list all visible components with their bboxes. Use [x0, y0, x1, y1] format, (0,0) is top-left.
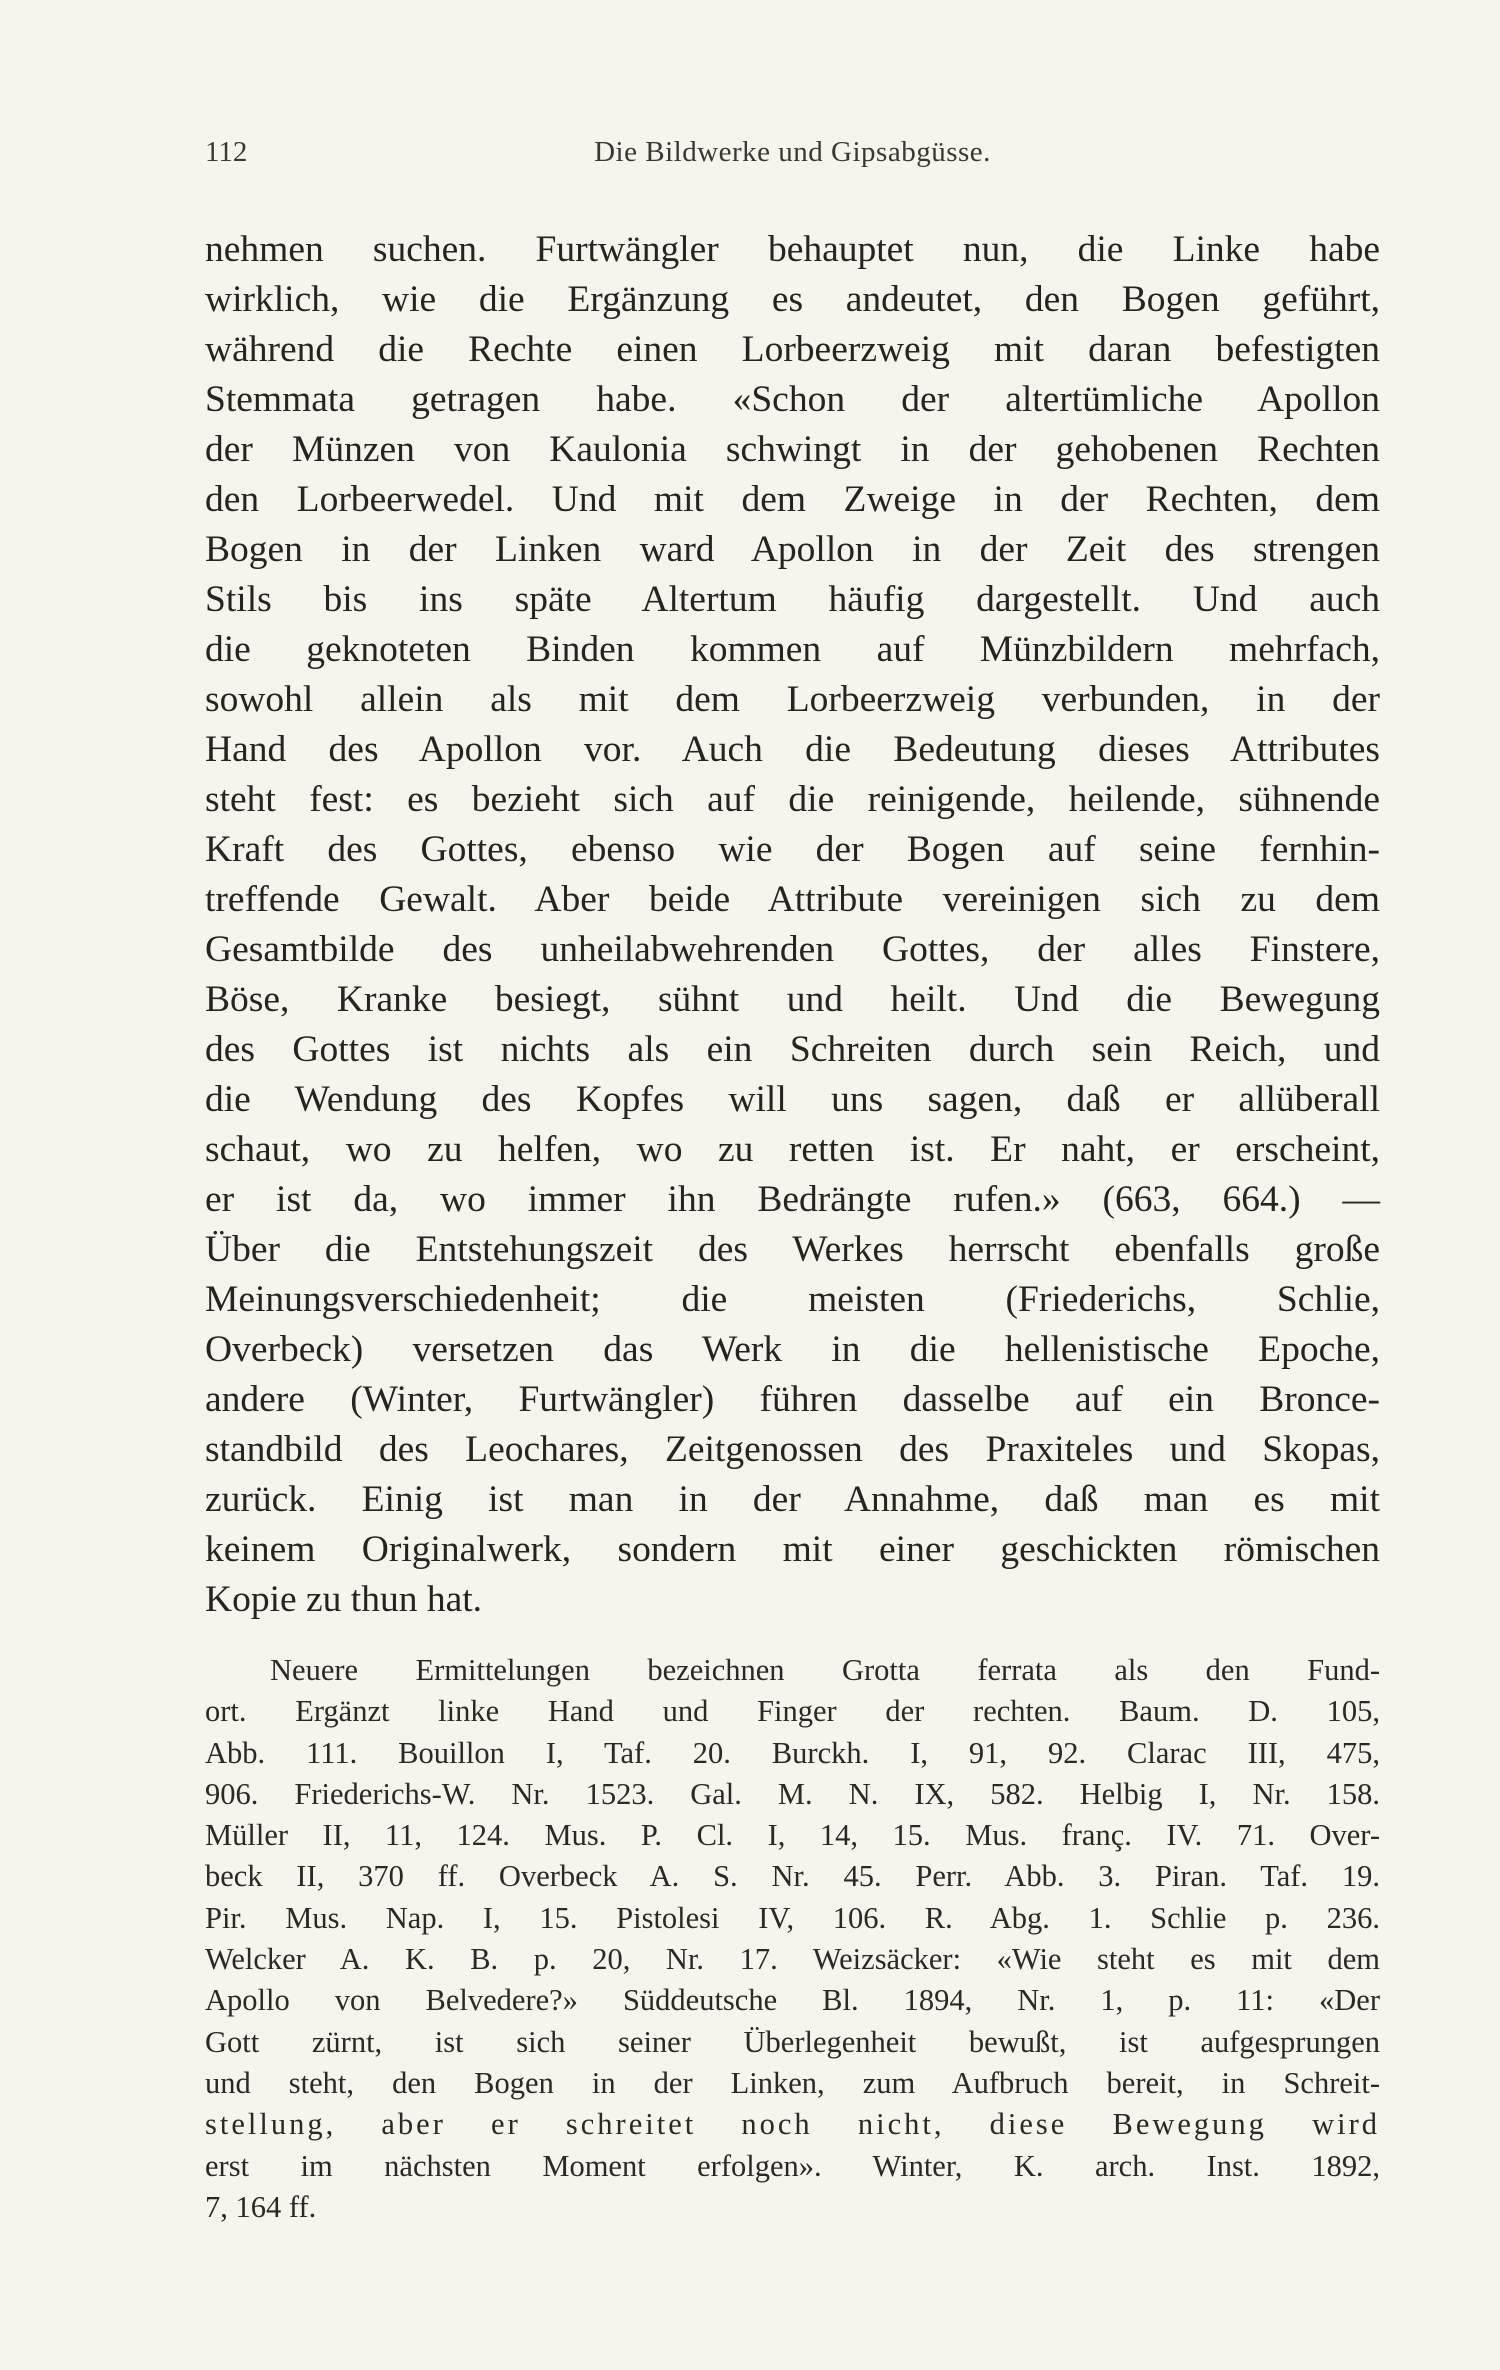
page-number: 112 — [205, 136, 248, 168]
main-text-block — [205, 225, 1380, 1625]
text-line: die Wendung des Kopfes will uns sagen, daß er allüberall — [205, 1079, 1380, 1120]
text-line: nehmen suchen. Furtwängler behauptet nun, die Linke habe — [205, 229, 1380, 270]
footnote-line: Pir. Mus. Nap. I, 15. Pistolesi IV, 106. R. Abg. 1. Schlie p. 236. — [205, 1900, 1380, 1935]
text-line: Böse, Kranke besiegt, sühnt und heilt. Und die Bewegung — [205, 979, 1380, 1020]
footnote-line: 906. Friederichs-W. Nr. 1523. Gal. M. N. IX, 582. Helbig I, Nr. 158. — [205, 1776, 1380, 1811]
footnote-line: stellung, aber er schreitet noch nicht, diese Bewegung wird — [205, 2107, 1380, 2142]
text-line: er ist da, wo immer ihn Bedrängte rufen.» (663, 664.) — — [205, 1179, 1380, 1220]
footnote-line: Gott zürnt, ist sich seiner Überlegenheit bewußt, ist aufgesprungen — [205, 2024, 1380, 2059]
text-line: Overbeck) versetzen das Werk in die hellenistische Epoche, — [205, 1329, 1380, 1370]
text-line: steht fest: es bezieht sich auf die reinigende, heilende, sühnende — [205, 779, 1380, 820]
text-line: Stils bis ins späte Altertum häufig dargestellt. Und auch — [205, 579, 1380, 620]
footnote-block — [205, 1650, 1380, 2228]
text-line: der Münzen von Kaulonia schwingt in der gehobenen Rechten — [205, 429, 1380, 470]
text-line: Stemmata getragen habe. «Schon der altertümliche Apollon — [205, 379, 1380, 420]
footnote-line: und steht, den Bogen in der Linken, zum Aufbruch bereit, in Schreit- — [205, 2065, 1380, 2100]
text-line: Über die Entstehungszeit des Werkes herrscht ebenfalls große — [205, 1229, 1380, 1270]
text-line: Bogen in der Linken ward Apollon in der Zeit des strengen — [205, 529, 1380, 570]
text-line: andere (Winter, Furtwängler) führen dasselbe auf ein Bronce- — [205, 1379, 1380, 1420]
text-line: Kopie zu thun hat. — [205, 1579, 483, 1620]
footnote-line: Neuere Ermittelungen bezeichnen Grotta ferrata als den Fund- — [270, 1653, 1380, 1687]
text-line: wirklich, wie die Ergänzung es andeutet, den Bogen geführt, — [205, 279, 1380, 320]
footnote-line: Müller II, 11, 124. Mus. P. Cl. I, 14, 15. Mus. franç. IV. 71. Over- — [205, 1818, 1380, 1853]
footnote-line: ort. Ergänzt linke Hand und Finger der rechten. Baum. D. 105, — [205, 1694, 1380, 1729]
text-line: Meinungsverschiedenheit; die meisten (Friederichs, Schlie, — [205, 1279, 1380, 1320]
text-line: die geknoteten Binden kommen auf Münzbildern mehrfach, — [205, 629, 1380, 670]
footnote-line: Apollo von Belvedere?» Süddeutsche Bl. 1894, Nr. 1, p. 11: «Der — [205, 1983, 1380, 2018]
text-line: während die Rechte einen Lorbeerzweig mit daran befestigten — [205, 329, 1380, 370]
footnote-line: Welcker A. K. B. p. 20, Nr. 17. Weizsäcker: «Wie steht es mit dem — [205, 1942, 1380, 1977]
text-line: keinem Originalwerk, sondern mit einer geschickten römischen — [205, 1529, 1380, 1570]
footnote-line: erst im nächsten Moment erfolgen». Winter, K. arch. Inst. 1892, — [205, 2148, 1380, 2183]
text-line: zurück. Einig ist man in der Annahme, daß man es mit — [205, 1479, 1380, 1520]
text-line: Kraft des Gottes, ebenso wie der Bogen auf seine fernhin- — [205, 829, 1380, 870]
page-header — [205, 136, 1380, 176]
text-line: des Gottes ist nichts als ein Schreiten durch sein Reich, und — [205, 1029, 1380, 1070]
text-line: schaut, wo zu helfen, wo zu retten ist. Er naht, er erscheint, — [205, 1129, 1380, 1170]
text-line: treffende Gewalt. Aber beide Attribute vereinigen sich zu dem — [205, 879, 1380, 920]
footnote-line: 7, 164 ff. — [205, 2189, 317, 2224]
text-line: standbild des Leochares, Zeitgenossen des Praxiteles und Skopas, — [205, 1429, 1380, 1470]
footnote-line: Abb. 111. Bouillon I, Taf. 20. Burckh. I, 91, 92. Clarac III, 475, — [205, 1735, 1380, 1770]
text-line: Gesamtbilde des unheilabwehrenden Gottes, der alles Finstere, — [205, 929, 1380, 970]
text-line: den Lorbeerwedel. Und mit dem Zweige in der Rechten, dem — [205, 479, 1380, 520]
text-line: sowohl allein als mit dem Lorbeerzweig verbunden, in der — [205, 679, 1380, 720]
text-line: Hand des Apollon vor. Auch die Bedeutung dieses Attributes — [205, 729, 1380, 770]
footnote-line: beck II, 370 ff. Overbeck A. S. Nr. 45. Perr. Abb. 3. Piran. Taf. 19. — [205, 1859, 1380, 1894]
running-title: Die Bildwerke und Gipsabgüsse. — [594, 136, 991, 168]
